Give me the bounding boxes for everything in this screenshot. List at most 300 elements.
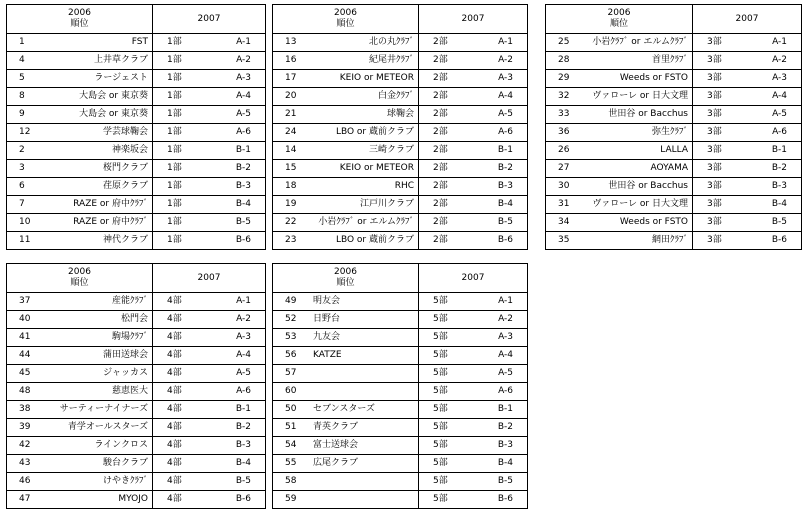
rank-team-cell xyxy=(7,347,153,365)
rank-number: 56 xyxy=(285,350,297,360)
division-slot-cell xyxy=(693,142,802,160)
division-label: 3部 xyxy=(707,163,722,173)
rank-number: 1 xyxy=(19,37,25,47)
table-row xyxy=(273,365,528,383)
team-name: 青学オールスターズ xyxy=(67,422,148,432)
division-label: 4部 xyxy=(167,386,182,396)
slot-label: B-2 xyxy=(497,422,513,432)
rank-number: 44 xyxy=(19,350,31,360)
rank-team-cell xyxy=(7,293,153,311)
division-slot-cell xyxy=(419,34,528,52)
slot-label: B-2 xyxy=(235,422,251,432)
division-slot-cell xyxy=(419,455,528,473)
rank-number: 11 xyxy=(19,235,31,245)
rank-team-cell xyxy=(273,473,419,491)
header-year-next-cell: 2007 xyxy=(693,5,802,34)
slot-label: A-5 xyxy=(498,368,513,378)
header-year-next-cell: 2007 xyxy=(153,264,266,293)
rank-number: 4 xyxy=(19,55,25,65)
slot-label: B-4 xyxy=(497,199,513,209)
division-slot-cell xyxy=(153,437,266,455)
division-label: 3部 xyxy=(707,73,722,83)
rank-team-cell xyxy=(273,178,419,196)
table-row xyxy=(273,473,528,491)
table-row xyxy=(7,491,266,509)
rank-team-cell xyxy=(273,365,419,383)
division-slot-cell xyxy=(693,232,802,250)
team-name: 荏原クラブ xyxy=(102,181,148,191)
team-name: LBO or 蔵前クラブ xyxy=(335,235,414,245)
team-name: けやきｸﾗﾌﾞ xyxy=(102,476,148,486)
rank-number: 8 xyxy=(19,91,25,101)
division-1-table xyxy=(6,4,266,250)
rank-number: 3 xyxy=(19,163,25,173)
division-label: 1部 xyxy=(167,55,182,65)
slot-label: A-6 xyxy=(236,386,251,396)
table-row xyxy=(7,365,266,383)
table-row xyxy=(273,293,528,311)
division-slot-cell xyxy=(153,293,266,311)
team-name: 大島会 or 東京葵 xyxy=(79,109,148,119)
division-2-table xyxy=(272,4,528,250)
division-label: 1部 xyxy=(167,163,182,173)
rank-team-cell xyxy=(546,52,693,70)
division-label: 3部 xyxy=(707,235,722,245)
division-label: 4部 xyxy=(167,440,182,450)
team-name: 世田谷 or Bacchus xyxy=(608,181,688,191)
division-slot-cell xyxy=(419,70,528,88)
division-slot-cell xyxy=(419,419,528,437)
rank-number: 27 xyxy=(558,163,570,173)
division-label: 5部 xyxy=(433,368,448,378)
team-name: ヴァローレ or 日大文理 xyxy=(592,91,688,101)
rank-team-cell xyxy=(273,491,419,509)
division-slot-cell xyxy=(419,214,528,232)
slot-label: B-2 xyxy=(235,163,251,173)
rank-number: 43 xyxy=(19,458,31,468)
table-row xyxy=(273,232,528,250)
rank-number: 40 xyxy=(19,314,31,324)
team-name: 網田ｸﾗﾌﾞ xyxy=(651,235,688,245)
slot-label: A-4 xyxy=(236,350,251,360)
table-row xyxy=(273,401,528,419)
team-name: 桜門クラブ xyxy=(102,163,148,173)
division-slot-cell xyxy=(693,178,802,196)
division-label: 5部 xyxy=(433,458,448,468)
division-slot-cell xyxy=(693,106,802,124)
division-slot-cell xyxy=(419,365,528,383)
division-label: 1部 xyxy=(167,37,182,47)
team-name: RAZE or 府中ｸﾗﾌﾞ xyxy=(73,199,148,209)
team-name: 駿台クラブ xyxy=(102,458,148,468)
table-row xyxy=(7,196,266,214)
division-label: 1部 xyxy=(167,235,182,245)
team-name: 世田谷 or Bacchus xyxy=(608,109,688,119)
rank-number: 54 xyxy=(285,440,297,450)
table-row xyxy=(273,419,528,437)
slot-label: B-2 xyxy=(771,163,787,173)
rank-number: 14 xyxy=(285,145,297,155)
slot-label: A-4 xyxy=(498,91,513,101)
rank-number: 32 xyxy=(558,91,570,101)
rank-team-cell xyxy=(273,383,419,401)
rank-team-cell xyxy=(546,124,693,142)
division-label: 4部 xyxy=(167,368,182,378)
slot-label: B-6 xyxy=(235,494,251,504)
table-row xyxy=(7,455,266,473)
rank-team-cell xyxy=(273,124,419,142)
division-label: 2部 xyxy=(433,181,448,191)
rank-number: 30 xyxy=(558,181,570,191)
rank-team-cell xyxy=(273,437,419,455)
table-row xyxy=(7,311,266,329)
division-label: 5部 xyxy=(433,296,448,306)
team-name: 江戸川クラブ xyxy=(359,199,414,209)
division-label: 5部 xyxy=(433,422,448,432)
rank-number: 5 xyxy=(19,73,25,83)
division-label: 5部 xyxy=(433,404,448,414)
header-year-rank-cell: 2006 順位 xyxy=(546,5,693,34)
rank-team-cell xyxy=(7,401,153,419)
team-name: 球鞠会 xyxy=(386,109,414,119)
rank-team-cell xyxy=(273,88,419,106)
division-label: 3部 xyxy=(707,145,722,155)
rank-number: 25 xyxy=(558,37,570,47)
division-label: 2部 xyxy=(433,235,448,245)
table-row xyxy=(546,232,802,250)
table-row xyxy=(273,106,528,124)
rank-team-cell xyxy=(546,70,693,88)
team-name: 駒場ｸﾗﾌﾞ xyxy=(111,332,148,342)
slot-label: A-1 xyxy=(772,37,787,47)
division-label: 4部 xyxy=(167,314,182,324)
slot-label: A-3 xyxy=(236,73,251,83)
division-slot-cell xyxy=(419,347,528,365)
division-label: 5部 xyxy=(433,440,448,450)
slot-label: B-5 xyxy=(771,217,787,227)
rank-number: 23 xyxy=(285,235,297,245)
division-label: 2部 xyxy=(433,37,448,47)
team-name: RAZE or 府中ｸﾗﾌﾞ xyxy=(73,217,148,227)
rank-number: 12 xyxy=(19,127,31,137)
table-row xyxy=(7,473,266,491)
rank-number: 7 xyxy=(19,199,25,209)
rank-number: 52 xyxy=(285,314,297,324)
rank-team-cell xyxy=(273,419,419,437)
division-label: 2部 xyxy=(433,109,448,119)
rank-team-cell xyxy=(273,311,419,329)
table-row xyxy=(7,401,266,419)
slot-label: B-4 xyxy=(235,458,251,468)
rank-team-cell xyxy=(546,88,693,106)
team-name: KEIO or METEOR xyxy=(339,73,414,83)
slot-label: B-5 xyxy=(235,217,251,227)
division-label: 4部 xyxy=(167,494,182,504)
division-label: 1部 xyxy=(167,217,182,227)
slot-label: B-6 xyxy=(497,494,513,504)
division-slot-cell xyxy=(153,88,266,106)
team-name: RHC xyxy=(394,181,414,191)
header-year-rank-cell: 2006 順位 xyxy=(7,264,153,293)
division-slot-cell xyxy=(419,232,528,250)
division-label: 3部 xyxy=(707,37,722,47)
slot-label: B-3 xyxy=(235,181,251,191)
rank-number: 35 xyxy=(558,235,570,245)
table-row xyxy=(546,70,802,88)
header-year-next-cell: 2007 xyxy=(419,5,528,34)
team-name: 蒲田送球会 xyxy=(102,350,148,360)
slot-label: A-6 xyxy=(772,127,787,137)
rank-team-cell xyxy=(273,293,419,311)
rank-team-cell xyxy=(273,455,419,473)
rank-team-cell xyxy=(546,178,693,196)
table-row xyxy=(273,142,528,160)
table-row xyxy=(546,214,802,232)
slot-label: A-5 xyxy=(498,109,513,119)
table-row xyxy=(7,142,266,160)
slot-label: A-6 xyxy=(236,127,251,137)
table-row xyxy=(7,34,266,52)
division-slot-cell xyxy=(693,52,802,70)
rank-number: 36 xyxy=(558,127,570,137)
slot-label: A-6 xyxy=(498,127,513,137)
table-row xyxy=(273,311,528,329)
team-name: 学芸球鞠会 xyxy=(102,127,148,137)
rank-number: 55 xyxy=(285,458,297,468)
division-slot-cell xyxy=(419,106,528,124)
table-row xyxy=(546,142,802,160)
rank-number: 26 xyxy=(558,145,570,155)
division-slot-cell xyxy=(693,88,802,106)
slot-label: B-6 xyxy=(497,235,513,245)
rank-number: 31 xyxy=(558,199,570,209)
table-row xyxy=(7,232,266,250)
division-label: 1部 xyxy=(167,73,182,83)
division-slot-cell xyxy=(693,34,802,52)
division-label: 4部 xyxy=(167,350,182,360)
rank-number: 19 xyxy=(285,199,297,209)
team-name: LALLA xyxy=(660,145,688,155)
division-label: 1部 xyxy=(167,199,182,209)
division-label: 2部 xyxy=(433,199,448,209)
rank-number: 10 xyxy=(19,217,31,227)
table-row xyxy=(273,491,528,509)
division-slot-cell xyxy=(419,473,528,491)
table-row xyxy=(273,455,528,473)
slot-label: A-4 xyxy=(772,91,787,101)
table-row xyxy=(546,178,802,196)
division-label: 2部 xyxy=(433,217,448,227)
table-row xyxy=(546,106,802,124)
division-slot-cell xyxy=(693,70,802,88)
division-slot-cell xyxy=(419,196,528,214)
table-row xyxy=(273,178,528,196)
slot-label: A-3 xyxy=(498,73,513,83)
slot-label: B-1 xyxy=(771,145,787,155)
rank-team-cell xyxy=(273,401,419,419)
division-label: 5部 xyxy=(433,494,448,504)
rank-number: 24 xyxy=(285,127,297,137)
team-name: サーティーナイナーズ xyxy=(59,404,148,414)
division-slot-cell xyxy=(693,124,802,142)
slot-label: B-1 xyxy=(235,145,251,155)
team-name: 神代クラブ xyxy=(102,235,148,245)
rank-number: 15 xyxy=(285,163,297,173)
division-slot-cell xyxy=(153,455,266,473)
division-slot-cell xyxy=(153,124,266,142)
division-label: 2部 xyxy=(433,145,448,155)
division-slot-cell xyxy=(419,178,528,196)
rank-team-cell xyxy=(7,455,153,473)
team-name: セブンスターズ xyxy=(313,404,375,414)
slot-label: A-2 xyxy=(236,314,251,324)
division-label: 5部 xyxy=(433,332,448,342)
slot-label: A-3 xyxy=(498,332,513,342)
rank-team-cell xyxy=(7,124,153,142)
slot-label: B-6 xyxy=(235,235,251,245)
rank-team-cell xyxy=(273,106,419,124)
table-row xyxy=(546,160,802,178)
team-name: AOYAMA xyxy=(650,163,688,173)
slot-label: A-1 xyxy=(498,37,513,47)
rank-team-cell xyxy=(7,88,153,106)
division-slot-cell xyxy=(153,70,266,88)
slot-label: B-3 xyxy=(497,181,513,191)
division-label: 4部 xyxy=(167,296,182,306)
division-slot-cell xyxy=(153,473,266,491)
division-slot-cell xyxy=(419,88,528,106)
rank-team-cell xyxy=(7,383,153,401)
team-name: 明友会 xyxy=(313,296,341,306)
slot-label: A-1 xyxy=(498,296,513,306)
slot-label: B-3 xyxy=(497,440,513,450)
slot-label: B-3 xyxy=(771,181,787,191)
rank-number: 16 xyxy=(285,55,297,65)
slot-label: A-4 xyxy=(498,350,513,360)
team-name: 北の丸ｸﾗﾌﾞ xyxy=(368,37,414,47)
table-row xyxy=(7,88,266,106)
division-label: 3部 xyxy=(707,55,722,65)
division-slot-cell xyxy=(153,160,266,178)
division-label: 1部 xyxy=(167,127,182,137)
slot-label: A-2 xyxy=(236,55,251,65)
division-slot-cell xyxy=(419,491,528,509)
division-slot-cell xyxy=(153,311,266,329)
division-slot-cell xyxy=(419,329,528,347)
rank-number: 6 xyxy=(19,181,25,191)
division-label: 2部 xyxy=(433,163,448,173)
table-row xyxy=(273,437,528,455)
division-label: 1部 xyxy=(167,109,182,119)
team-name: 日野台 xyxy=(313,314,341,324)
table-row xyxy=(7,419,266,437)
rank-number: 41 xyxy=(19,332,31,342)
slot-label: B-3 xyxy=(235,440,251,450)
table-row xyxy=(273,214,528,232)
slot-label: A-5 xyxy=(236,109,251,119)
table-row xyxy=(7,106,266,124)
division-label: 3部 xyxy=(707,199,722,209)
table-row xyxy=(273,34,528,52)
rank-number: 50 xyxy=(285,404,297,414)
slot-label: A-1 xyxy=(236,296,251,306)
table-row xyxy=(7,437,266,455)
rank-number: 45 xyxy=(19,368,31,378)
rank-team-cell xyxy=(7,419,153,437)
team-name: Weeds or FSTO xyxy=(619,73,688,83)
rank-team-cell xyxy=(273,70,419,88)
rank-team-cell xyxy=(7,70,153,88)
rank-number: 17 xyxy=(285,73,297,83)
rank-team-cell xyxy=(7,160,153,178)
division-slot-cell xyxy=(153,232,266,250)
slot-label: A-3 xyxy=(236,332,251,342)
rank-number: 33 xyxy=(558,109,570,119)
division-label: 3部 xyxy=(707,109,722,119)
slot-label: B-4 xyxy=(497,458,513,468)
header-year-rank-cell: 2006 順位 xyxy=(273,5,419,34)
team-name: 富士送球会 xyxy=(313,440,359,450)
team-name: ラインクロス xyxy=(94,440,148,450)
slot-label: A-5 xyxy=(772,109,787,119)
rank-team-cell xyxy=(7,34,153,52)
division-label: 3部 xyxy=(707,127,722,137)
rank-team-cell xyxy=(7,365,153,383)
rank-team-cell xyxy=(7,196,153,214)
rank-number: 34 xyxy=(558,217,570,227)
table-row xyxy=(273,196,528,214)
division-label: 3部 xyxy=(707,181,722,191)
rank-team-cell xyxy=(7,142,153,160)
division-slot-cell xyxy=(153,142,266,160)
division-label: 4部 xyxy=(167,404,182,414)
rank-team-cell xyxy=(7,106,153,124)
rank-team-cell xyxy=(7,52,153,70)
division-slot-cell xyxy=(153,214,266,232)
team-name: 広尾クラブ xyxy=(313,458,359,468)
team-name: LBO or 蔵前クラブ xyxy=(335,127,414,137)
rank-number: 58 xyxy=(285,476,297,486)
rank-team-cell xyxy=(546,142,693,160)
team-name: 小岩ｸﾗﾌﾞ or エルムｸﾗﾌﾞ xyxy=(592,37,688,47)
division-label: 4部 xyxy=(167,332,182,342)
table-row xyxy=(7,124,266,142)
slot-label: B-1 xyxy=(497,145,513,155)
table-row xyxy=(7,347,266,365)
team-name: 小岩ｸﾗﾌﾞ or エルムｸﾗﾌﾞ xyxy=(318,217,414,227)
team-name: MYOJO xyxy=(118,494,148,504)
table-row xyxy=(7,160,266,178)
rank-team-cell xyxy=(7,214,153,232)
division-slot-cell xyxy=(419,124,528,142)
division-slot-cell xyxy=(153,329,266,347)
slot-label: A-5 xyxy=(236,368,251,378)
rank-team-cell xyxy=(273,214,419,232)
division-label: 5部 xyxy=(433,314,448,324)
division-label: 5部 xyxy=(433,350,448,360)
rank-team-cell xyxy=(7,329,153,347)
rank-team-cell xyxy=(273,34,419,52)
division-5-table xyxy=(272,263,528,509)
rank-team-cell xyxy=(273,232,419,250)
team-name: Weeds or FSTO xyxy=(619,217,688,227)
team-name: ジャッカス xyxy=(103,368,148,378)
rank-team-cell xyxy=(273,142,419,160)
division-label: 4部 xyxy=(167,476,182,486)
division-slot-cell xyxy=(153,401,266,419)
rank-number: 47 xyxy=(19,494,31,504)
team-name: 首里ｸﾗﾌﾞ xyxy=(651,55,688,65)
